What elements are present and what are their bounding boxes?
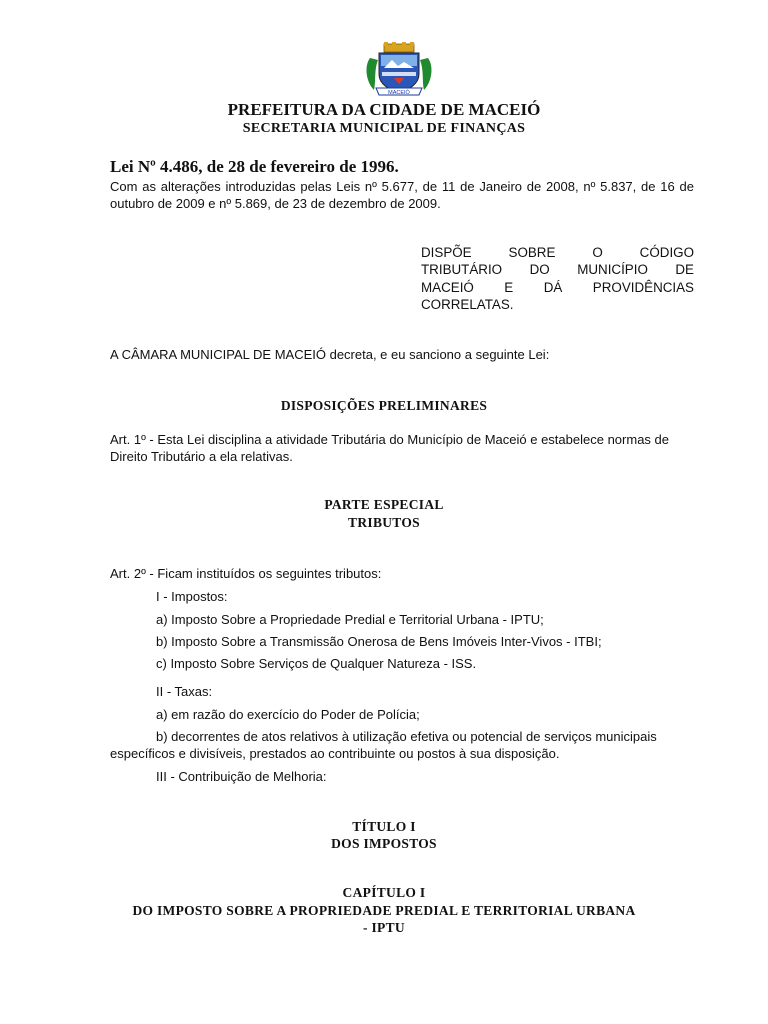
article-2: Art. 2º - Ficam instituídos os seguintes tributos:	[110, 566, 382, 581]
chapter-heading: CAPÍTULO I	[342, 885, 426, 900]
law-summary-line: MACEIÓ E DÁ PROVIDÊNCIAS	[421, 279, 694, 295]
page-title: PREFEITURA DA CIDADE DE MACEIÓ	[227, 100, 541, 119]
item-iii: III - Contribuição de Melhoria:	[156, 769, 327, 784]
enactment-clause: A CÂMARA MUNICIPAL DE MACEIÓ decreta, e eu sanciono a seguinte Lei:	[110, 347, 550, 362]
section-heading-parte-especial: PARTE ESPECIAL	[324, 497, 444, 512]
title-heading: TÍTULO I	[352, 819, 416, 834]
article-1: Art. 1º - Esta Lei disciplina a atividade Tributária do Município de Maceió e estabelece normas de Direito Tributário a ela relativas.	[110, 432, 669, 464]
item-i-a: a) Imposto Sobre a Propriedade Predial e Territorial Urbana - IPTU;	[156, 612, 544, 627]
item-ii: II - Taxas:	[156, 684, 213, 699]
title-name: DOS IMPOSTOS	[331, 836, 437, 851]
section-heading-tributos: TRIBUTOS	[348, 515, 420, 530]
page-subtitle: SECRETARIA MUNICIPAL DE FINANÇAS	[242, 121, 526, 136]
law-summary-line: TRIBUTÁRIO DO MUNICÍPIO DE	[421, 262, 694, 278]
item-ii-b-line: b) decorrentes de atos relativos à utilização efetiva ou potencial de serviços municipais	[156, 729, 657, 744]
law-summary-line: CORRELATAS.	[421, 297, 514, 313]
law-summary-line: DISPÕE SOBRE O CÓDIGO	[421, 245, 694, 260]
law-title: Lei Nº 4.486, de 28 de fevereiro de 1996.	[110, 157, 399, 176]
item-i-c: c) Imposto Sobre Serviços de Qualquer Natureza - ISS.	[156, 656, 477, 671]
chapter-name-line: DO IMPOSTO SOBRE A PROPRIEDADE PREDIAL E TERRITORIAL URBANA	[132, 903, 636, 918]
item-i: I - Impostos:	[156, 589, 228, 604]
section-heading-preliminary: DISPOSIÇÕES PRELIMINARES	[280, 398, 488, 413]
item-ii-b-line: específicos e divisíveis, prestados ao contribuinte ou postos à sua disposição.	[110, 746, 560, 761]
law-summary	[421, 244, 694, 314]
item-i-b: b) Imposto Sobre a Transmissão Onerosa de Bens Imóveis Inter-Vivos - ITBI;	[156, 634, 602, 649]
coat-of-arms-emblem	[364, 42, 434, 96]
chapter-name-line: - IPTU	[363, 920, 405, 935]
item-ii-a: a) em razão do exercício do Poder de Polícia;	[156, 707, 420, 722]
law-amendments-note: Com as alterações introduzidas pelas Leis nº 5.677, de 11 de Janeiro de 2008, nº 5.837, de 16 de outubro de 2009 e nº 5.869, de 23 de dezembro de 2009.	[110, 179, 694, 211]
emblem-banner-text: MACEIÓ	[388, 90, 410, 96]
